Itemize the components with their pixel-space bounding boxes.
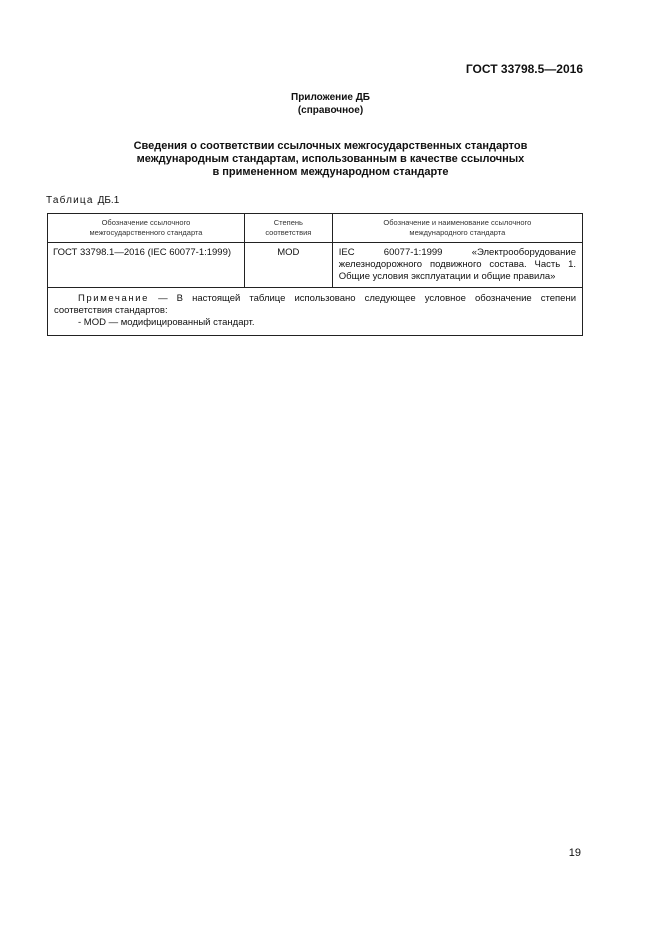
column-header-standard (48, 214, 245, 243)
standards-table (47, 213, 583, 336)
page-number: 19 (568, 847, 581, 859)
column-header-international-line-1: Обозначение и наименование ссылочного (383, 218, 532, 227)
table-caption (46, 195, 119, 206)
note-body: — В настоящей таблице использовано следующее условное обозначение степени соответствия стандартов: (54, 293, 576, 316)
cell-degree: MOD (244, 243, 332, 288)
column-header-standard-line-1: Обозначение ссылочного (101, 218, 191, 227)
annex-title: Приложение ДБ (291, 92, 370, 103)
document-code: ГОСТ 33798.5—2016 (465, 62, 583, 76)
note-text (54, 293, 576, 317)
column-header-degree-line-2: соответствия (265, 228, 312, 237)
annex-subtitle: (справочное) (297, 105, 364, 116)
table-note (48, 288, 583, 336)
annex-heading (0, 91, 661, 117)
cell-standard: ГОСТ 33798.1—2016 (IEC 60077-1:1999) (48, 243, 245, 288)
column-header-international-line-2: международного стандарта (409, 228, 506, 237)
section-title-line-1: Сведения о соответствии ссылочных межгосударственных стандартов (133, 140, 528, 152)
note-item: - MOD — модифицированный стандарт. (78, 317, 255, 328)
section-title-line-2: международным стандартам, использованным в качестве ссылочных (136, 153, 525, 165)
table-note-row (48, 288, 583, 336)
section-title-line-3: в примененном международном стандарте (212, 166, 449, 178)
cell-international-standard: IEC 60077-1:1999 «Электрооборудование железнодорожного подвижного состава. Часть 1. Общие условия эксплуатации и общие правила» (332, 243, 582, 288)
section-title (40, 140, 621, 179)
table-header-row (48, 214, 583, 243)
column-header-degree-line-1: Степень (273, 218, 303, 227)
table-caption-word: Таблица (46, 195, 94, 206)
note-label: Примечание (78, 293, 149, 304)
column-header-degree (244, 214, 332, 243)
table-row (48, 243, 583, 288)
column-header-international (332, 214, 582, 243)
table-caption-number: ДБ.1 (97, 195, 120, 206)
column-header-standard-line-2: межгосударственного стандарта (89, 228, 203, 237)
